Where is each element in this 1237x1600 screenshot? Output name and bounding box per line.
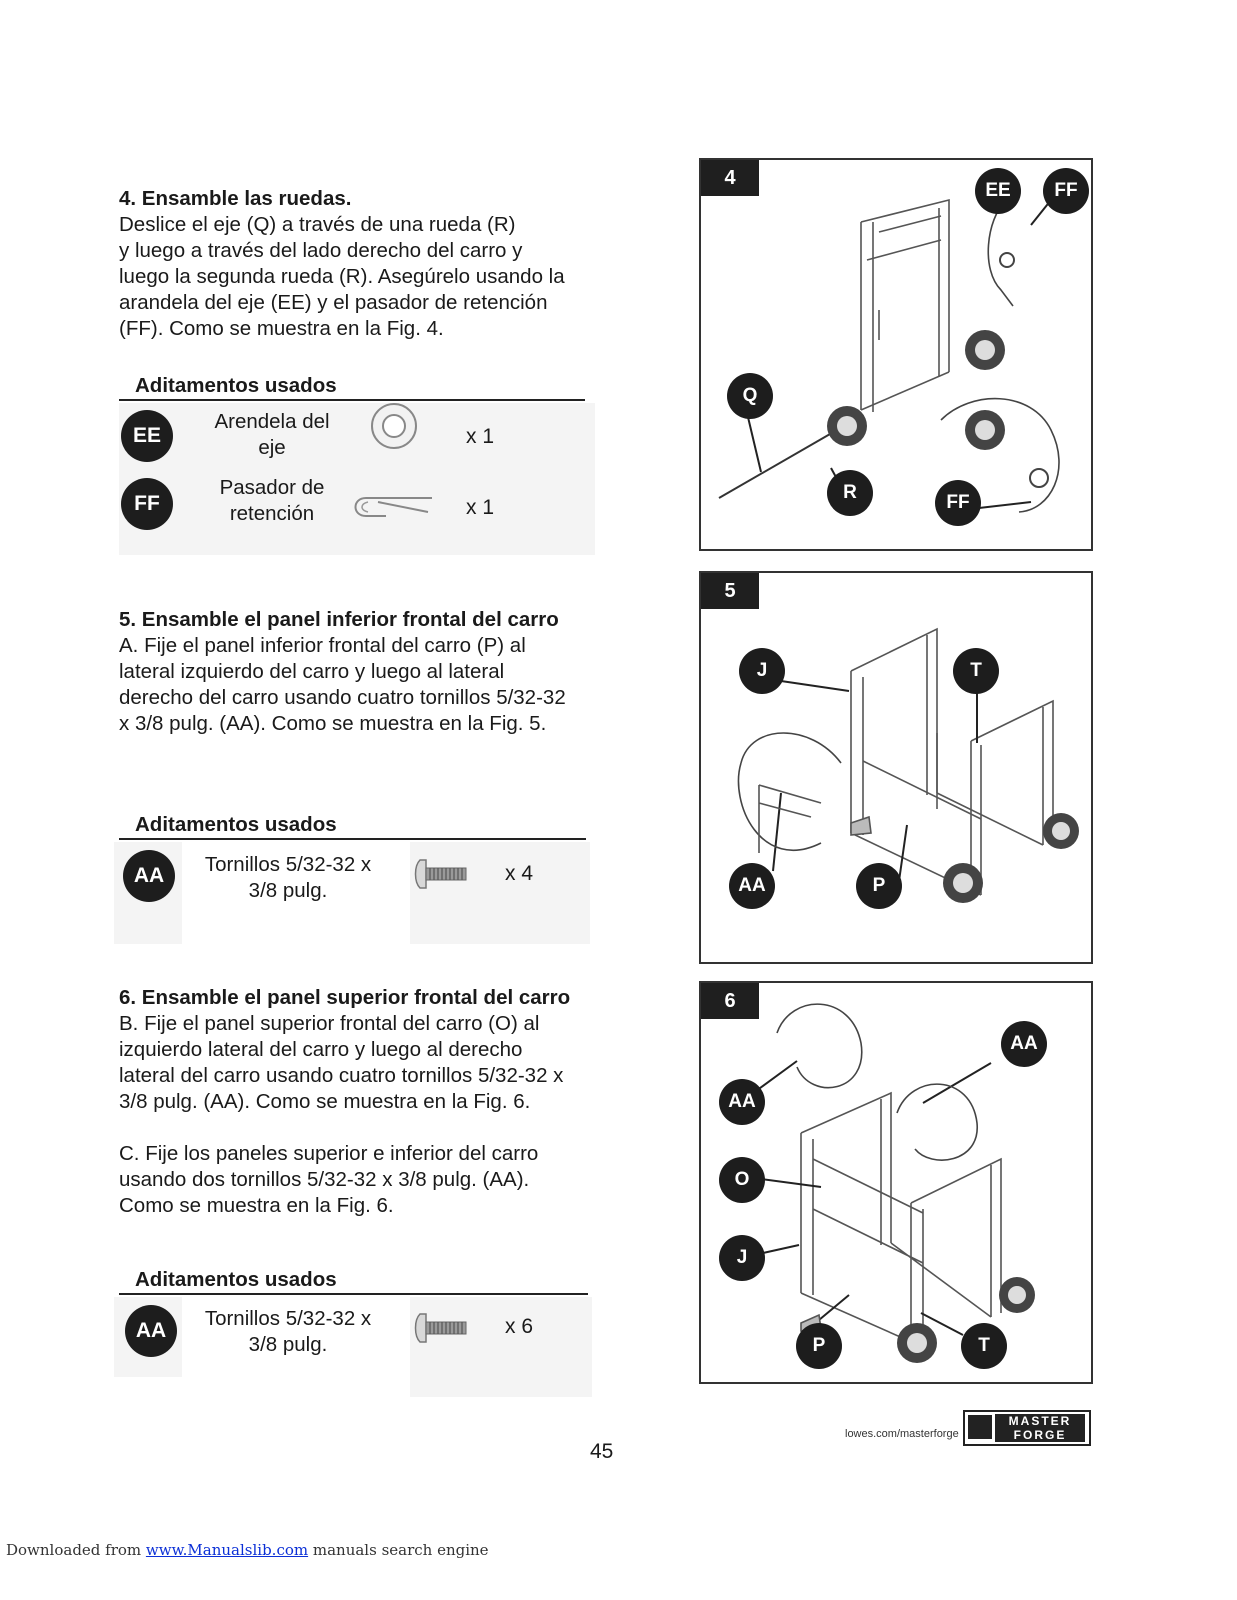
callout-label: R	[827, 470, 873, 516]
step-5-line: x 3/8 pulg. (AA). Como se muestra en la Fig. 5.	[119, 712, 547, 735]
part-code-badge: AA	[123, 850, 175, 902]
callout-label: O	[719, 1157, 765, 1203]
step-5-line: lateral izquierdo del carro y luego al lateral	[119, 660, 505, 683]
step-6-line: lateral del carro usando cuatro tornillos 5/32-32 x	[119, 1064, 564, 1087]
step-6-line: C. Fije los paneles superior e inferior del carro	[119, 1142, 539, 1165]
callout-label: T	[953, 648, 999, 694]
step-4-line: arandela del eje (EE) y el pasador de retención	[119, 291, 548, 314]
figure-number: 6	[701, 983, 759, 1019]
figure-5	[699, 571, 1093, 964]
parts-title: Aditamentos usados	[135, 1268, 337, 1291]
step-6-heading: 6. Ensamble el panel superior frontal del carro	[119, 986, 571, 1009]
screw-icon	[412, 856, 468, 892]
callout-label: Q	[727, 373, 773, 419]
step-6-line: izquierdo lateral del carro y luego al derecho	[119, 1038, 523, 1061]
screw-icon	[412, 1310, 468, 1346]
step-5-line: derecho del carro usando cuatro tornillos 5/32-32	[119, 686, 566, 709]
figure-number: 4	[701, 160, 759, 196]
part-quantity: x 4	[505, 862, 534, 885]
step-4-line: Deslice el eje (Q) a través de una rueda (R)	[119, 213, 516, 236]
step-4-line: y luego a través del lado derecho del carro y	[119, 239, 523, 262]
figure-6	[699, 981, 1093, 1384]
part-name: Tornillos 5/32-32 x 3/8 pulg.	[204, 1307, 372, 1356]
figure-number: 5	[701, 573, 759, 609]
logo-mark-icon	[968, 1415, 992, 1439]
pin-icon	[348, 490, 434, 524]
callout-label: P	[796, 1323, 842, 1369]
master-forge-logo: MASTER FORGE	[963, 1410, 1091, 1446]
part-quantity: x 6	[505, 1315, 534, 1338]
washer-icon	[370, 402, 418, 450]
callout-label: T	[961, 1323, 1007, 1369]
parts-table	[119, 403, 595, 555]
callout-label: J	[719, 1235, 765, 1281]
page-number: 45	[590, 1440, 614, 1463]
step-5-line: A. Fije el panel inferior frontal del carro (P) al	[119, 634, 526, 657]
part-name: Tornillos 5/32-32 x 3/8 pulg.	[204, 853, 372, 902]
step-4-heading: 4. Ensamble las ruedas.	[119, 187, 352, 210]
part-name: Arendela del eje	[214, 410, 330, 459]
figure-4	[699, 158, 1093, 551]
callout-label: EE	[975, 168, 1021, 214]
figure-4-drawing	[701, 160, 1091, 549]
step-6-line: usando dos tornillos 5/32-32 x 3/8 pulg. (AA).	[119, 1168, 530, 1191]
callout-label: P	[856, 863, 902, 909]
step-6-line: Como se muestra en la Fig. 6.	[119, 1194, 394, 1217]
part-code-badge: EE	[121, 410, 173, 462]
callout-label: FF	[1043, 168, 1089, 214]
part-code-badge: AA	[125, 1305, 177, 1357]
step-4-line: luego la segunda rueda (R). Asegúrelo usando la	[119, 265, 565, 288]
callout-label: AA	[729, 863, 775, 909]
parts-title: Aditamentos usados	[135, 813, 337, 836]
website-url: lowes.com/masterforge	[845, 1428, 959, 1440]
callout-label: AA	[1001, 1021, 1047, 1067]
parts-divider	[119, 838, 586, 840]
part-quantity: x 1	[466, 496, 495, 519]
manualslib-link[interactable]: www.Manualslib.com	[145, 1541, 309, 1559]
step-6-text	[119, 985, 609, 1219]
parts-title: Aditamentos usados	[135, 374, 337, 397]
callout-label: AA	[719, 1079, 765, 1125]
download-footer: Downloaded from www.Manualslib.com manuals search engine	[6, 1541, 489, 1559]
parts-divider	[119, 399, 585, 401]
step-4-text	[119, 186, 609, 342]
parts-divider	[119, 1293, 588, 1295]
step-6-line: 3/8 pulg. (AA). Como se muestra en la Fig. 6.	[119, 1090, 531, 1113]
part-name: Pasador de retención	[219, 476, 325, 525]
callout-label: J	[739, 648, 785, 694]
step-4-line: (FF). Como se muestra en la Fig. 4.	[119, 317, 444, 340]
step-5-text	[119, 607, 609, 737]
step-5-heading: 5. Ensamble el panel inferior frontal del carro	[119, 608, 559, 631]
part-quantity: x 1	[466, 425, 495, 448]
part-code-badge: FF	[121, 478, 173, 530]
callout-label: FF	[935, 480, 981, 526]
step-6-line: B. Fije el panel superior frontal del carro (O) al	[119, 1012, 540, 1035]
